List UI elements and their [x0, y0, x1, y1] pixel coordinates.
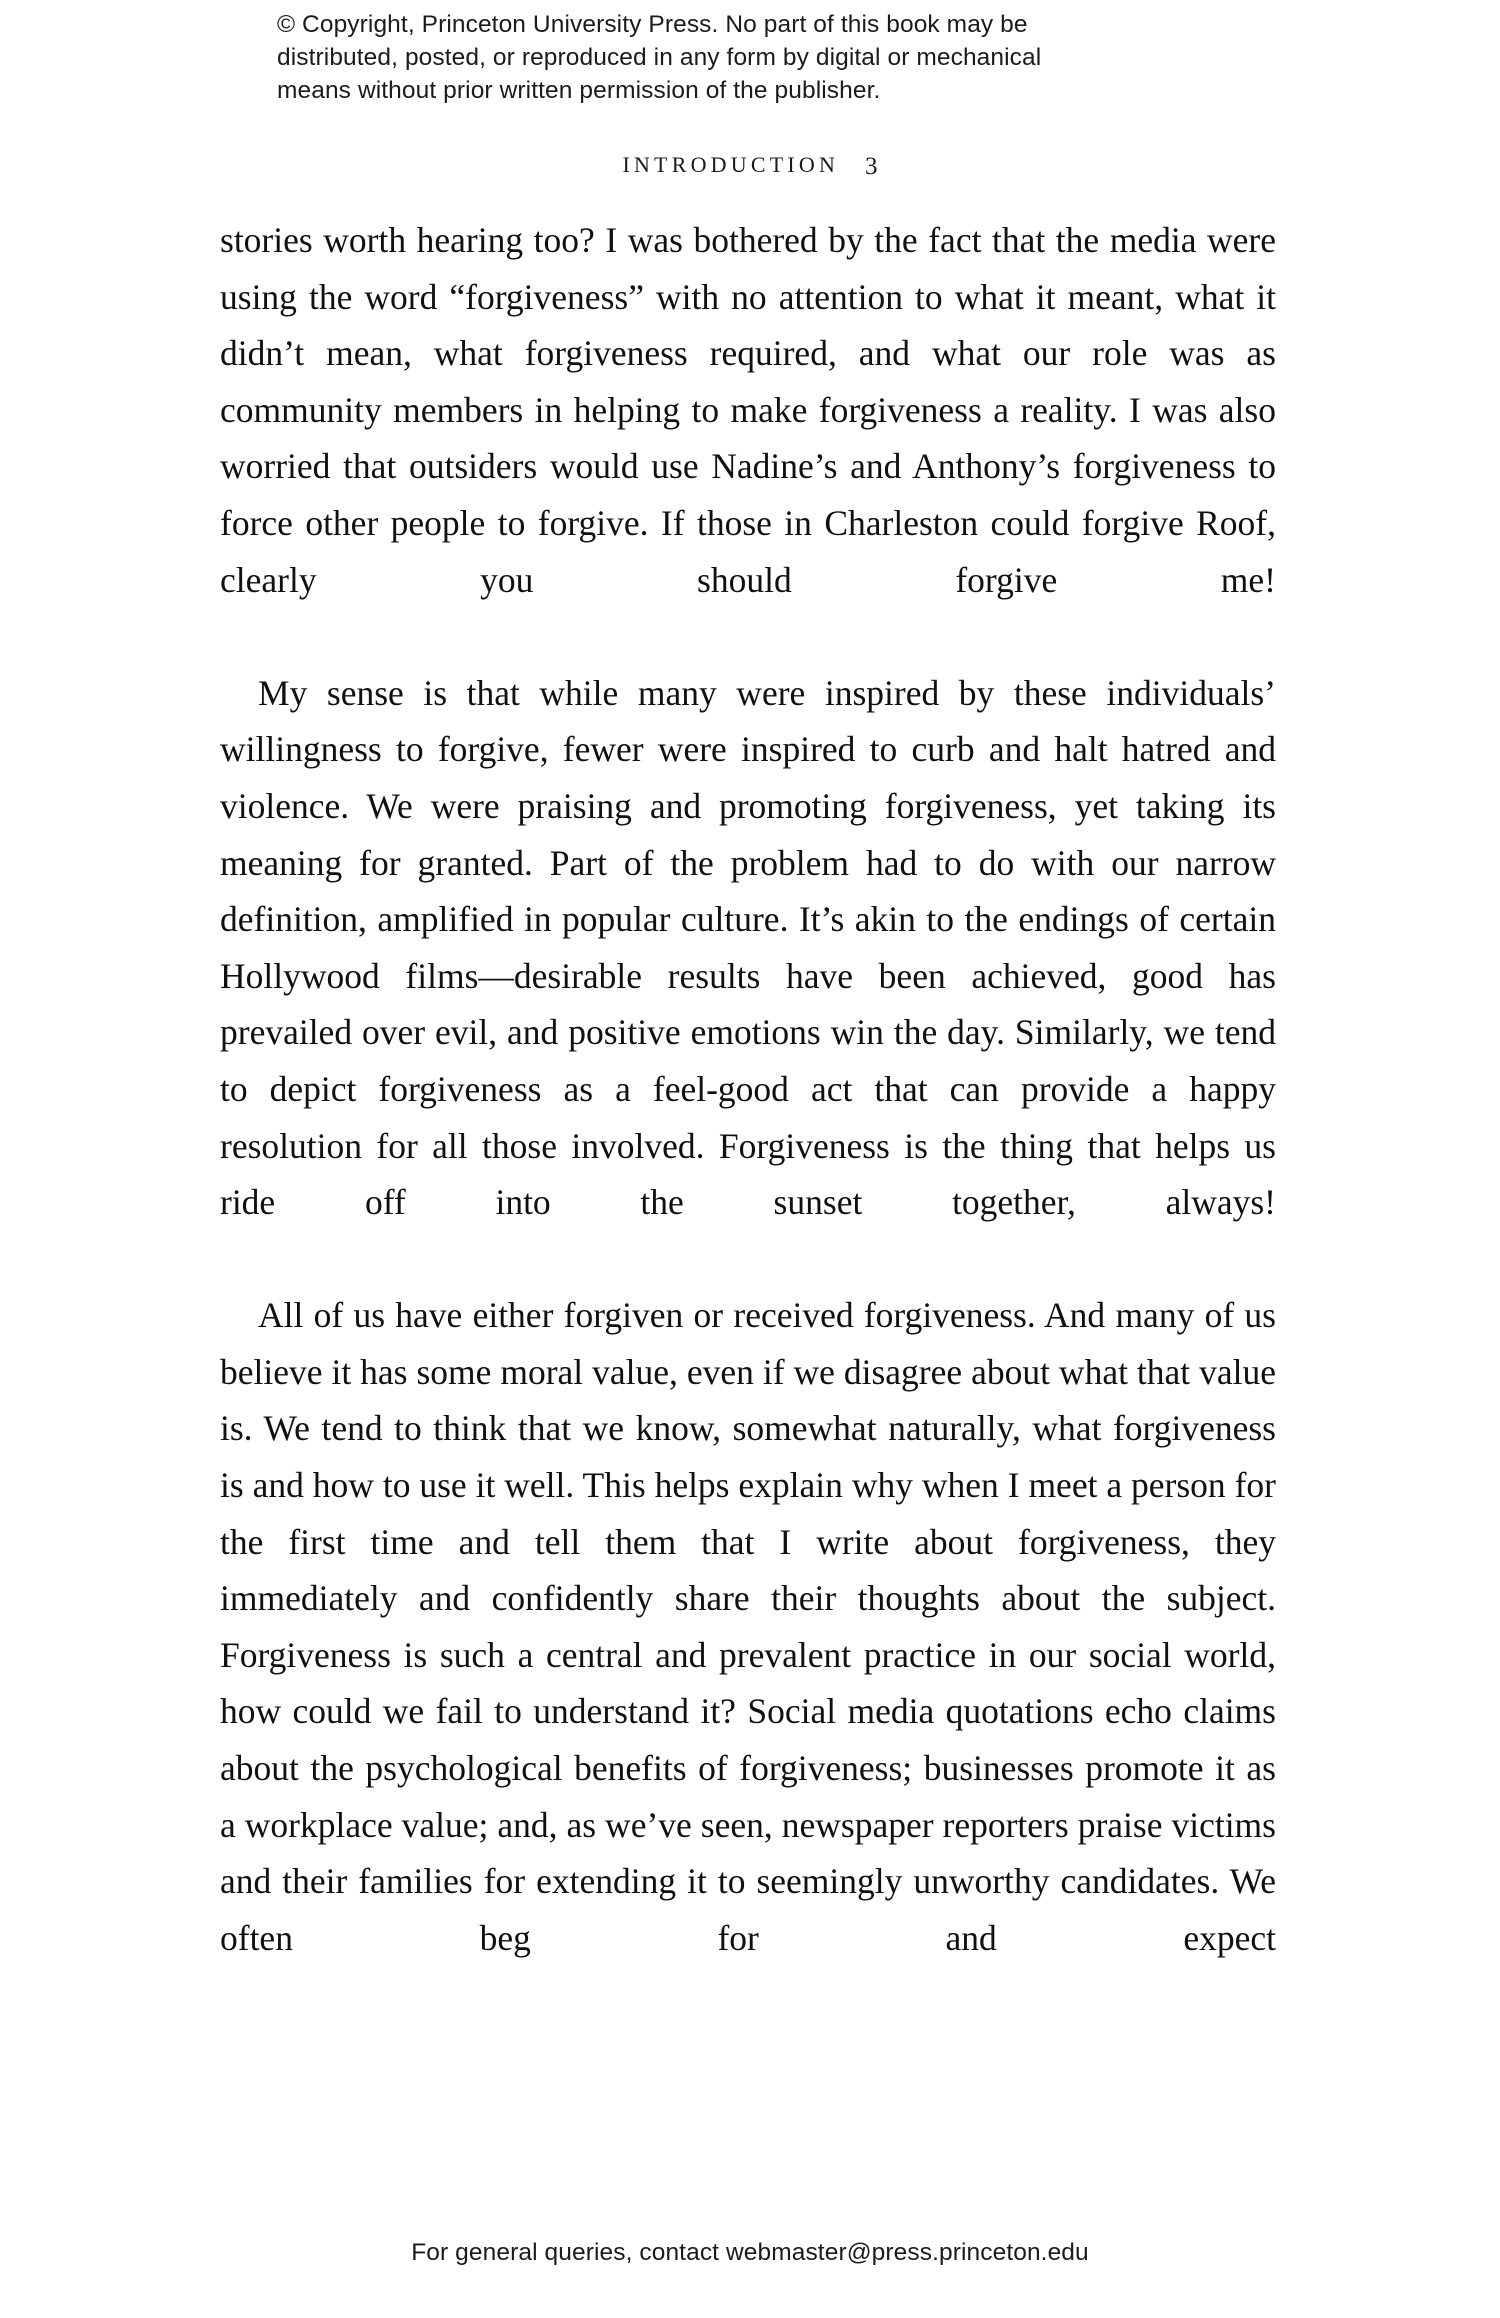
paragraph-3: All of us have either forgiven or received forgiveness. And many of us believe it has some moral value, even if we disagree about what that value is. We tend to think that we know, somewhat naturally, what forgiveness is and how to use it well. This helps explain why when I meet a person for the first time and tell them that I write about forgiveness, they immediately and confidently share their thoughts about the subject. Forgiveness is such a central and prevalent practice in our social world, how could we fail to understand it? Social media quotations echo claims about the psychological benefits of forgiveness; businesses promote it as a workplace value; and, as we’ve seen, newspaper reporters praise victims and their families for extending it to seemingly unworthy candidates. We often beg for and expect	[220, 1295, 1276, 1958]
page-number: 3	[865, 153, 878, 180]
running-head	[0, 151, 1500, 179]
copyright-line-3: means without prior written permission of the publisher.	[277, 77, 881, 104]
paragraph-2: My sense is that while many were inspired by these individuals’ willingness to forgive, fewer were inspired to curb and halt hatred and violence. We were praising and promoting forgiveness, yet taking its meaning for granted. Part of the problem had to do with our narrow definition, amplified in popular culture. It’s akin to the endings of certain Hollywood films—desirable results have been achieved, good has prevailed over evil, and positive emotions win the day. Similarly, we tend to depict forgiveness as a feel-good act that can provide a happy resolution for all those involved. Forgiveness is the thing that helps us ride off into the sunset together, always!	[220, 672, 1276, 1223]
copyright-notice	[277, 8, 1217, 107]
footer-queries-line: For general queries, contact webmaster@press.princeton.edu	[411, 2239, 1089, 2266]
running-head-title: INTRODUCTION	[622, 152, 840, 177]
body-text	[220, 212, 1276, 2023]
copyright-line-1: © Copyright, Princeton University Press. No part of this book may be	[277, 11, 1028, 38]
paragraph-1: stories worth hearing too? I was bothered by the fact that the media were using the word “forgiveness” with no attention to what it meant, what it didn’t mean, what forgiveness required, and what our role was as community members in helping to make forgiveness a reality. I was also worried that outsiders would use Nadine’s and Anthony’s forgiveness to force other people to forgive. If those in Charleston could forgive Roof, clearly you should forgive me!	[220, 220, 1276, 600]
copyright-line-2: distributed, posted, or reproduced in any form by digital or mechanical	[277, 44, 1042, 71]
